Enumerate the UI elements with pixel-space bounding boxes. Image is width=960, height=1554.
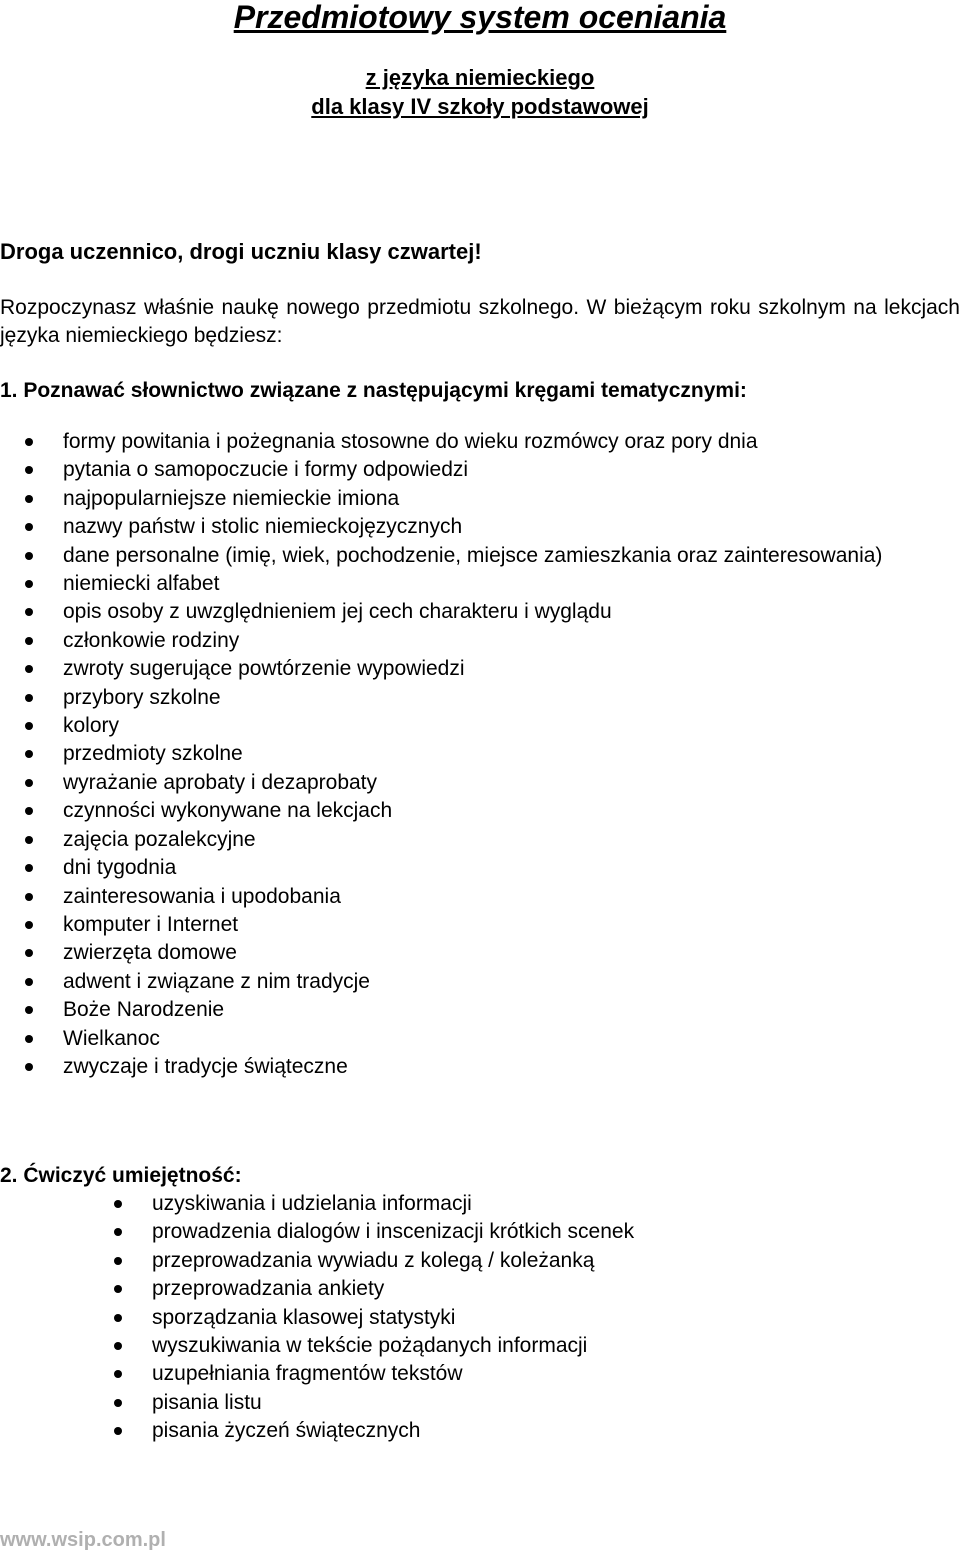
list-item-text: najpopularniejsze niemieckie imiona <box>63 486 400 510</box>
list-item-text: niemiecki alfabet <box>63 572 220 596</box>
list-item <box>63 996 960 1024</box>
list-item-text: przeprowadzania ankiety <box>152 1277 385 1301</box>
bullet-icon <box>25 921 33 929</box>
list-item-text: pisania listu <box>152 1390 262 1414</box>
list-item-text: zajęcia pozalekcyjne <box>63 827 256 851</box>
bullet-icon <box>25 523 33 531</box>
list-item-text: nazwy państw i stolic niemieckojęzycznych <box>63 515 463 539</box>
bullet-icon <box>25 580 33 588</box>
bullet-icon <box>25 665 33 673</box>
list-item <box>152 1190 952 1218</box>
list-item <box>152 1218 952 1246</box>
bullet-icon <box>25 807 33 815</box>
bullet-icon <box>25 893 33 901</box>
list-item-text: pisania życzeń świątecznych <box>152 1419 421 1443</box>
bullet-icon <box>114 1342 122 1350</box>
list-item <box>63 570 960 598</box>
list-item-text: dni tygodnia <box>63 856 177 880</box>
list-item-text: Wielkanoc <box>63 1026 160 1050</box>
list-item-text: zwyczaje i tradycje świąteczne <box>63 1054 348 1078</box>
list-item <box>63 797 960 825</box>
list-item-text: komputer i Internet <box>63 912 239 936</box>
bullet-icon <box>114 1285 122 1293</box>
list-item <box>63 712 960 740</box>
list-item <box>63 655 960 683</box>
list-item <box>63 684 960 712</box>
list-item <box>63 939 960 967</box>
list-item-text: opis osoby z uwzględnieniem jej cech charakteru i wyglądu <box>63 600 612 624</box>
list-item-text: prowadzenia dialogów i inscenizacji krótkich scenek <box>152 1220 635 1244</box>
list-item-text: zwroty sugerujące powtórzenie wypowiedzi <box>63 657 465 681</box>
bullet-icon <box>25 438 33 446</box>
list-item <box>152 1332 952 1360</box>
bullet-icon <box>25 637 33 645</box>
list-item <box>63 1053 960 1081</box>
bullet-icon <box>25 836 33 844</box>
list-item <box>63 740 960 768</box>
list-item-text: przedmioty szkolne <box>63 742 243 766</box>
list-item-text: wyrażanie aprobaty i dezaprobaty <box>63 770 378 794</box>
skills-list <box>152 1190 952 1446</box>
list-item-text: kolory <box>63 714 120 738</box>
list-item <box>152 1275 952 1303</box>
list-item-text: uzupełniania fragmentów tekstów <box>152 1362 463 1386</box>
subtitle-class: dla klasy IV szkoły podstawowej <box>311 94 649 119</box>
list-item-text: pytania o samopoczucie i formy odpowiedzi <box>63 458 469 482</box>
list-item-text: adwent i związane z nim tradycje <box>63 969 370 993</box>
list-item-text: członkowie rodziny <box>63 628 240 652</box>
list-item-text: przybory szkolne <box>63 685 221 709</box>
list-item <box>63 854 960 882</box>
bullet-icon <box>114 1228 122 1236</box>
bullet-icon <box>25 1035 33 1043</box>
footer-url: www.wsip.com.pl <box>0 1529 166 1551</box>
list-item <box>63 598 960 626</box>
list-item <box>63 485 960 513</box>
list-item <box>152 1304 952 1332</box>
bullet-icon <box>114 1427 122 1435</box>
list-item-text: czynności wykonywane na lekcjach <box>63 799 393 823</box>
bullet-icon <box>25 978 33 986</box>
list-item <box>63 513 960 541</box>
list-item <box>152 1389 952 1417</box>
bullet-icon <box>114 1257 122 1265</box>
list-item <box>63 769 960 797</box>
list-item-text: formy powitania i pożegnania stosowne do wieku rozmówcy oraz pory dnia <box>63 430 758 453</box>
bullet-icon <box>114 1314 122 1322</box>
list-item <box>152 1360 952 1388</box>
bullet-icon <box>25 864 33 872</box>
list-item-text: przeprowadzania wywiadu z kolegą / koleżanką <box>152 1248 595 1272</box>
topics-list <box>63 428 960 1081</box>
bullet-icon <box>25 722 33 730</box>
list-item <box>63 911 960 939</box>
bullet-icon <box>114 1399 122 1407</box>
list-item-text: sporządzania klasowej statystyki <box>152 1305 456 1329</box>
list-item-text: Boże Narodzenie <box>63 998 225 1022</box>
bullet-icon <box>25 466 33 474</box>
bullet-icon <box>25 552 33 560</box>
list-item <box>152 1247 952 1275</box>
list-item-text: wyszukiwania w tekście pożądanych informacji <box>152 1334 588 1358</box>
list-item <box>63 968 960 996</box>
list-item <box>63 456 960 484</box>
list-item <box>63 883 960 911</box>
bullet-icon <box>25 750 33 758</box>
bullet-icon <box>25 1063 33 1071</box>
bullet-icon <box>25 495 33 503</box>
greeting: Droga uczennico, drogi uczniu klasy czwartej! <box>0 239 482 264</box>
list-item-text: uzyskiwania i udzielania informacji <box>152 1192 472 1215</box>
list-item-text: zainteresowania i upodobania <box>63 884 341 908</box>
bullet-icon <box>114 1370 122 1378</box>
list-item <box>152 1417 952 1445</box>
bullet-icon <box>25 949 33 957</box>
list-item <box>63 542 960 570</box>
list-item <box>63 826 960 854</box>
bullet-icon <box>25 694 33 702</box>
bullet-icon <box>25 608 33 616</box>
section2-heading: 2. Ćwiczyć umiejętność: <box>0 1164 242 1187</box>
list-item <box>63 428 960 456</box>
list-item <box>63 627 960 655</box>
bullet-icon <box>114 1200 122 1208</box>
subtitle-subject: z języka niemieckiego <box>365 65 595 90</box>
page-title: Przedmiotowy system oceniania <box>233 0 727 35</box>
intro-paragraph: Rozpoczynasz właśnie naukę nowego przedmiotu szkolnego. W bieżącym roku szkolnym na lekcjach języka niemieckiego będziesz: <box>0 296 960 347</box>
bullet-icon <box>25 1006 33 1014</box>
bullet-icon <box>25 779 33 787</box>
section1-heading: 1. Poznawać słownictwo związane z następującymi kręgami tematycznymi: <box>0 379 747 402</box>
list-item <box>63 1025 960 1053</box>
list-item-text: zwierzęta domowe <box>63 941 237 965</box>
list-item-text: dane personalne (imię, wiek, pochodzenie, miejsce zamieszkania oraz zainteresowania) <box>63 543 883 567</box>
